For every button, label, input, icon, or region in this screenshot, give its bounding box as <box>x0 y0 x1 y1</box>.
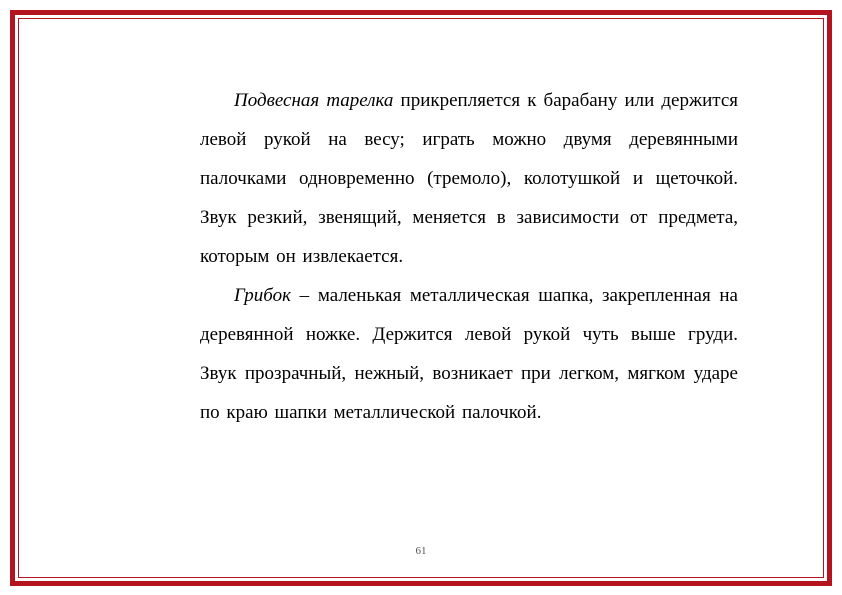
term-mushroom: Грибок <box>234 285 291 306</box>
paragraph-mushroom <box>200 276 738 432</box>
description-hanging-cymbal: прикрепляется к барабану или держится левой рукой на весу; играть можно двумя деревянными палочками одновременно (тремоло), колотушкой и щеточкой. Звук резкий, звенящий, меняется в зависимости от предмета, которым он извлекается. <box>200 90 738 267</box>
term-hanging-cymbal: Подвесная тарелка <box>234 90 394 111</box>
paragraph-hanging-cymbal <box>200 81 738 276</box>
page-number: 61 <box>415 545 427 557</box>
description-mushroom: – маленькая металлическая шапка, закрепленная на деревянной ножке. Держится левой рукой чуть выше груди. Звук прозрачный, нежный, возникает при легком, мягком ударе по краю шапки металлической палочкой. <box>200 285 738 423</box>
text-content <box>200 81 738 432</box>
